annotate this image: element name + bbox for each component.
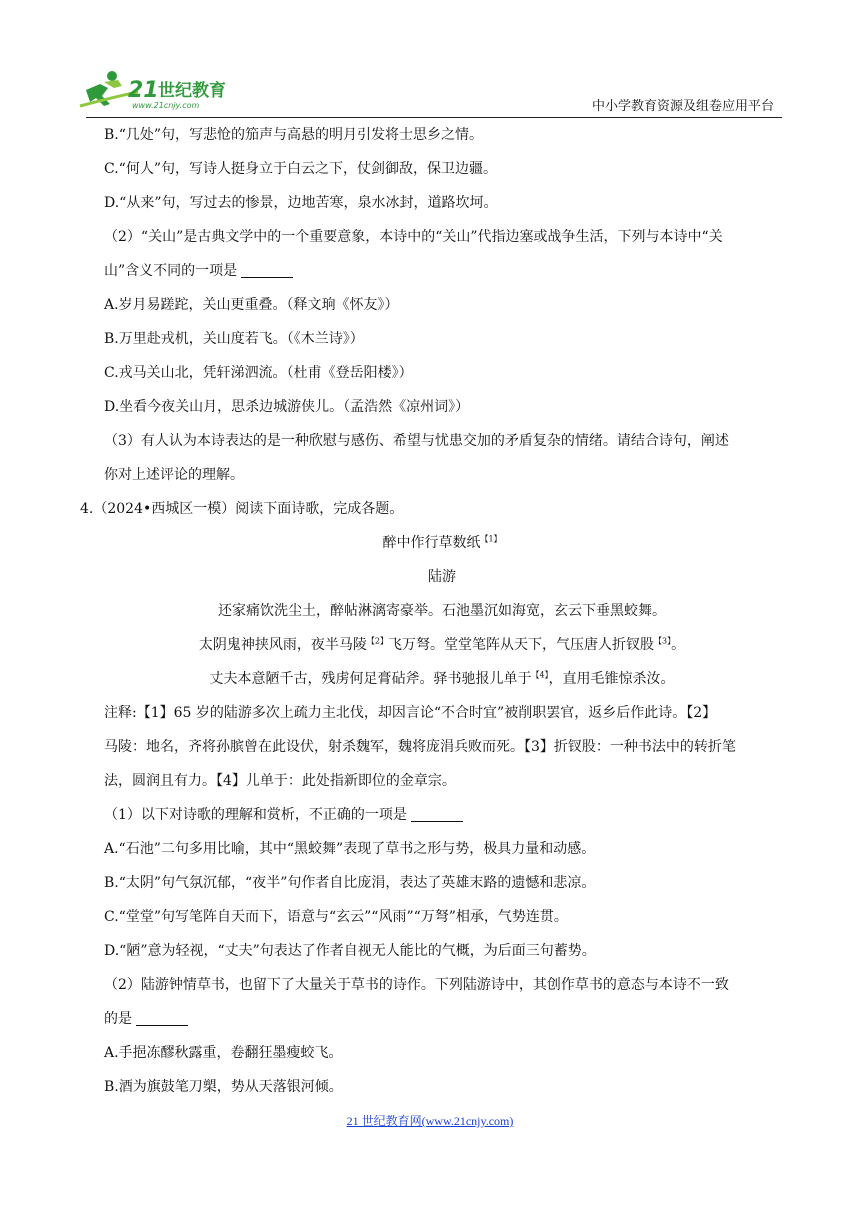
subquestion-2-line2: 的是 — [104, 1002, 780, 1036]
option-c-line: C.戎马关山北，凭轩涕泗流。（杜甫《登岳阳楼》） — [104, 365, 413, 381]
option-a-line: A.手挹冻醪秋露重，卷翻狂墨瘦蛟飞。 — [104, 1045, 343, 1061]
page-footer — [0, 1112, 860, 1129]
option-d-line: D.“从来”句，写过去的惨景，边地苦寒，泉水冰封，道路坎坷。 — [104, 195, 498, 211]
option-c-line: C.“堂堂”句写笔阵自天而下，语意与“玄云”“风雨”“万弩”相承，气势连贯。 — [104, 909, 568, 925]
option-d-line: D.“陋”意为轻视，“丈夫”句表达了作者自视无人能比的气概，为后面三句蓄势。 — [104, 943, 596, 959]
option-d-line: D.坐看今夜关山月，思杀边城游侠儿。（孟浩然《凉州词》） — [104, 399, 470, 415]
poem-line-2: 太阴鬼神挟风雨，夜半马陵$^{【2】}$飞万弩。堂堂笔阵从天下，气压唐人折钗股$^{【3】}$。 — [198, 636, 686, 653]
option-a-line: A.岁月易蹉跎，关山更重叠。（释文珦《怀友》） — [104, 297, 399, 313]
svg-text:世纪教育: 世纪教育 — [158, 81, 226, 101]
question-2-line1: （2）“关山”是古典文学中的一个重要意象，本诗中的“关山”代指边塞或战争生活，下列与本诗中“关 — [104, 229, 723, 245]
option-c-line: C.“何人”句，写诗人挺身立于白云之下，仗剑御敌，保卫边疆。 — [104, 161, 497, 177]
notes-line1: 注释:【1】65 岁的陆游多次上疏力主北伐，却因言论“不合时宜”被削职罢官，返乡后作此诗。【2】 — [104, 705, 717, 721]
question-3-line2: 你对上述评论的理解。 — [104, 467, 244, 483]
answer-blank[interactable] — [136, 1011, 188, 1026]
poem-line-3: 丈夫本意陋千古，残虏何足膏砧斧。驿书驰报儿单于$^{【4】}$，直用毛锥惊杀汝。 — [209, 670, 675, 687]
question-3-line1: （3）有人认为本诗表达的是一种欣慰与感伤、希望与忧患交加的矛盾复杂的情绪。请结合诗句，阐述 — [104, 433, 729, 449]
page-header — [78, 58, 782, 118]
platform-label: 中小学教育资源及组卷应用平台 — [591, 99, 774, 114]
subquestion-2-line1: （2）陆游钟情草书，也留下了大量关于草书的诗作。下列陆游诗中，其创作草书的意态与本诗不一致 — [104, 977, 729, 993]
option-b-line: B.“太阴”句气氛沉郁，“夜半”句作者自比庞涓，表达了英雄末路的遗憾和悲凉。 — [104, 875, 596, 891]
answer-blank[interactable] — [411, 807, 463, 822]
poem-author: 陆游 — [428, 569, 456, 585]
option-b-line: B.万里赴戎机，关山度若飞。（《木兰诗》） — [104, 331, 364, 347]
subquestion-1: （1）以下对诗歌的理解和赏析，不正确的一项是 — [104, 798, 780, 832]
site-logo[interactable] — [78, 66, 253, 114]
question-2-line2: 山”含义不同的一项是 — [104, 254, 780, 288]
poem-title: 醉中作行草数纸$^{【1】}$ — [382, 534, 502, 551]
option-a-line: A.“石池”二句多用比喻，其中“黑蛟舞”表现了草书之形与势，极具力量和动感。 — [104, 841, 596, 857]
footer-link[interactable]: 21 世纪教育网(www.21cnjy.com) — [346, 1114, 514, 1128]
option-b-line: B.酒为旗鼓笔刀槊，势从天落银河倾。 — [104, 1079, 343, 1095]
poem-line-1: 还家痛饮洗尘土，醉帖淋漓寄豪举。石池墨沉如海宽，玄云下垂黑蛟舞。 — [218, 603, 666, 619]
notes-line2: 马陵：地名，齐将孙膑曾在此设伏，射杀魏军，魏将庞涓兵败而死。【3】折钗股：一种书法中的转折笔 — [104, 739, 736, 755]
option-b-line: B.“几处”句，写悲怆的笳声与高悬的明月引发将士思乡之情。 — [104, 127, 484, 143]
runner-logo-icon — [78, 66, 253, 114]
svg-text:21: 21 — [128, 78, 159, 103]
document-body — [80, 118, 780, 1104]
notes-line3: 法，圆润且有力。【4】儿单于：此处指新即位的金章宗。 — [104, 773, 456, 789]
svg-text:www.21cnjy.com: www.21cnjy.com — [132, 101, 200, 110]
answer-blank[interactable] — [241, 263, 293, 278]
question-4-heading: 4.（2024•西城区一模）阅读下面诗歌，完成各题。 — [80, 501, 404, 517]
